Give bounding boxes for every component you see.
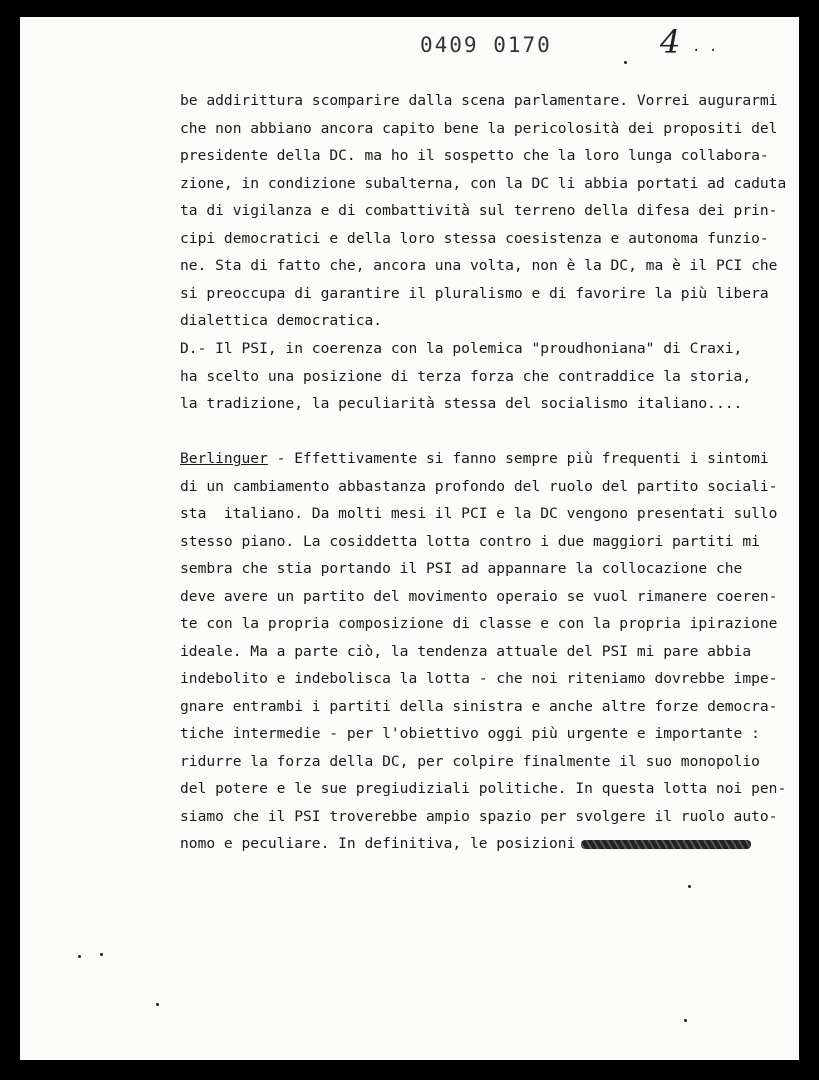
struck-out-text: [581, 840, 751, 849]
text-line: dialettica democratica.: [180, 312, 383, 329]
answer-line: deve avere un partito del movimento operaio se vuol rimanere coeren-: [180, 587, 778, 605]
speck: [156, 1003, 159, 1006]
question-line: la tradizione, la peculiarità stessa del socialismo italiano....: [180, 395, 743, 412]
answer-line: indebolito e indebolisca la lotta - che noi riteniamo dovrebbe impe-: [180, 670, 778, 687]
text-line: cipi democratici e della loro stessa coesistenza e autonoma funzio-: [180, 229, 769, 247]
archive-number: 0409 0170: [420, 33, 552, 57]
text-line: be addirittura scomparire dalla scena parlamentare. Vorrei augurarmi: [180, 92, 778, 109]
answer-line: te con la propria composizione di classe e con la propria ipirazione: [180, 615, 778, 632]
text-line: ta di vigilanza e di combattività sul terreno della difesa dei prin-: [180, 202, 778, 219]
answer-line: gnare entrambi i partiti della sinistra e anche altre forze democra-: [180, 697, 778, 715]
speaker-name: Berlinguer: [180, 450, 268, 467]
paragraph-continuation: [180, 87, 787, 335]
answer-line: ideale. Ma a parte ciò, la tendenza attuale del PSI mi pare abbia: [180, 642, 752, 660]
answer-last-line: [180, 830, 755, 858]
text-line: ne. Sta di fatto che, ancora una volta, non è la DC, ma è il PCI che: [180, 257, 778, 274]
document-page: [20, 17, 799, 1060]
answer-first-line-text: - Effettivamente si fanno sempre più frequenti i sintomi: [267, 450, 769, 467]
page-mark-dots: . .: [692, 39, 718, 55]
speck: [688, 885, 691, 888]
answer-line: ridurre la forza della DC, per colpire finalmente il suo monopolio: [180, 752, 760, 770]
speck: [100, 953, 103, 956]
answer-line: stesso piano. La cosiddetta lotta contro i due maggiori partiti mi: [180, 532, 760, 550]
interviewer-question: [180, 335, 755, 418]
answer-last-line-text: nomo e peculiare. In definitiva, le posizioni: [180, 835, 576, 852]
speck: [684, 1019, 687, 1022]
text-line: presidente della DC. ma ho il sospetto che la loro lunga collabora-: [180, 147, 769, 164]
speck: [624, 61, 627, 64]
answer-line: del potere e le sue pregiudiziali politiche. In questa lotta noi pen-: [180, 780, 787, 797]
question-line: D.- Il PSI, in coerenza con la polemica "proudhoniana" di Craxi,: [180, 340, 743, 357]
text-line: zione, in condizione subalterna, con la DC li abbia portati ad caduta: [180, 174, 787, 192]
answer-first-line: [180, 445, 769, 473]
answer-line: tiche intermedie - per l'obiettivo oggi più urgente e importante :: [180, 725, 760, 742]
berlinguer-answer: [180, 445, 787, 858]
handwritten-page-number: 4: [660, 23, 681, 61]
text-line: che non abbiano ancora capito bene la pericolosità dei propositi del: [180, 119, 778, 137]
answer-line: sembra che stia portando il PSI ad appannare la collocazione che: [180, 560, 743, 577]
answer-line: siamo che il PSI troverebbe ampio spazio per svolgere il ruolo auto-: [180, 807, 778, 825]
question-line: ha scelto una posizione di terza forza che contraddice la storia,: [180, 367, 752, 385]
answer-line: sta italiano. Da molti mesi il PCI e la DC vengono presentati sullo: [180, 505, 778, 522]
answer-line: di un cambiamento abbastanza profondo del ruolo del partito sociali-: [180, 477, 778, 495]
text-line: si preoccupa di garantire il pluralismo e di favorire la più libera: [180, 284, 769, 302]
speck: [78, 955, 81, 958]
